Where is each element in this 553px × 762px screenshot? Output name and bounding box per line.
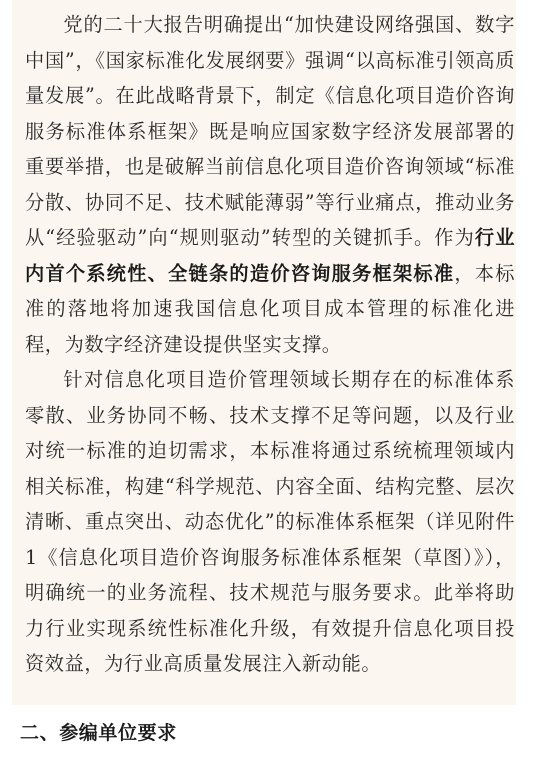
- paragraph-national-strategy: [25, 7, 515, 362]
- paragraph-2-text: 针对信息化项目造价管理领域长期存在的标准体系零散、业务协同不畅、技术支撑不足等问题，以及行业对统一标准的迫切需求，本标准将通过系统梳理领域内相关标准，构建“科学规范、内容全面、结构完整、层次清晰、重点突出、动态优化”的标准体系框架（详见附件 1《信息化项目造价咨询服务标准体系框架（草图）》），明确统一的业务流程、技术规范与服务要求。此举将助力行业实现系统性标准化升级，有效提升信息化项目投资效益，为行业高质量发展注入新动能。: [25, 368, 515, 675]
- paragraph-1-text-start: 党的二十大报告明确提出“加快建设网络强国、数字中国”，《国家标准化发展纲要》强调“以高标准引领高质量发展”。在此战略背景下，制定《信息化项目造价咨询服务标准体系框架》既是响应国家数字经济发展部署的重要举措，也是破解当前信息化项目造价咨询领域“标准分散、协同不足、技术赋能薄弱”等行业痛点，推动业务从“经验驱动”向“规则驱动”转型的关键抓手。作为: [25, 13, 515, 249]
- section-heading-participating-units: 二、参编单位要求: [20, 722, 177, 744]
- paragraph-1-text-end: ，本标准的落地将加速我国信息化项目成本管理的标准化进程，为数字经济建设提供坚实支撑。: [25, 261, 515, 356]
- highlighted-text-block: [12, 0, 516, 705]
- paragraph-standard-framework: [25, 362, 515, 682]
- paragraph-1-bold-emphasis: 行业内首个系统性、全链条的造价咨询服务框架标准: [25, 226, 516, 285]
